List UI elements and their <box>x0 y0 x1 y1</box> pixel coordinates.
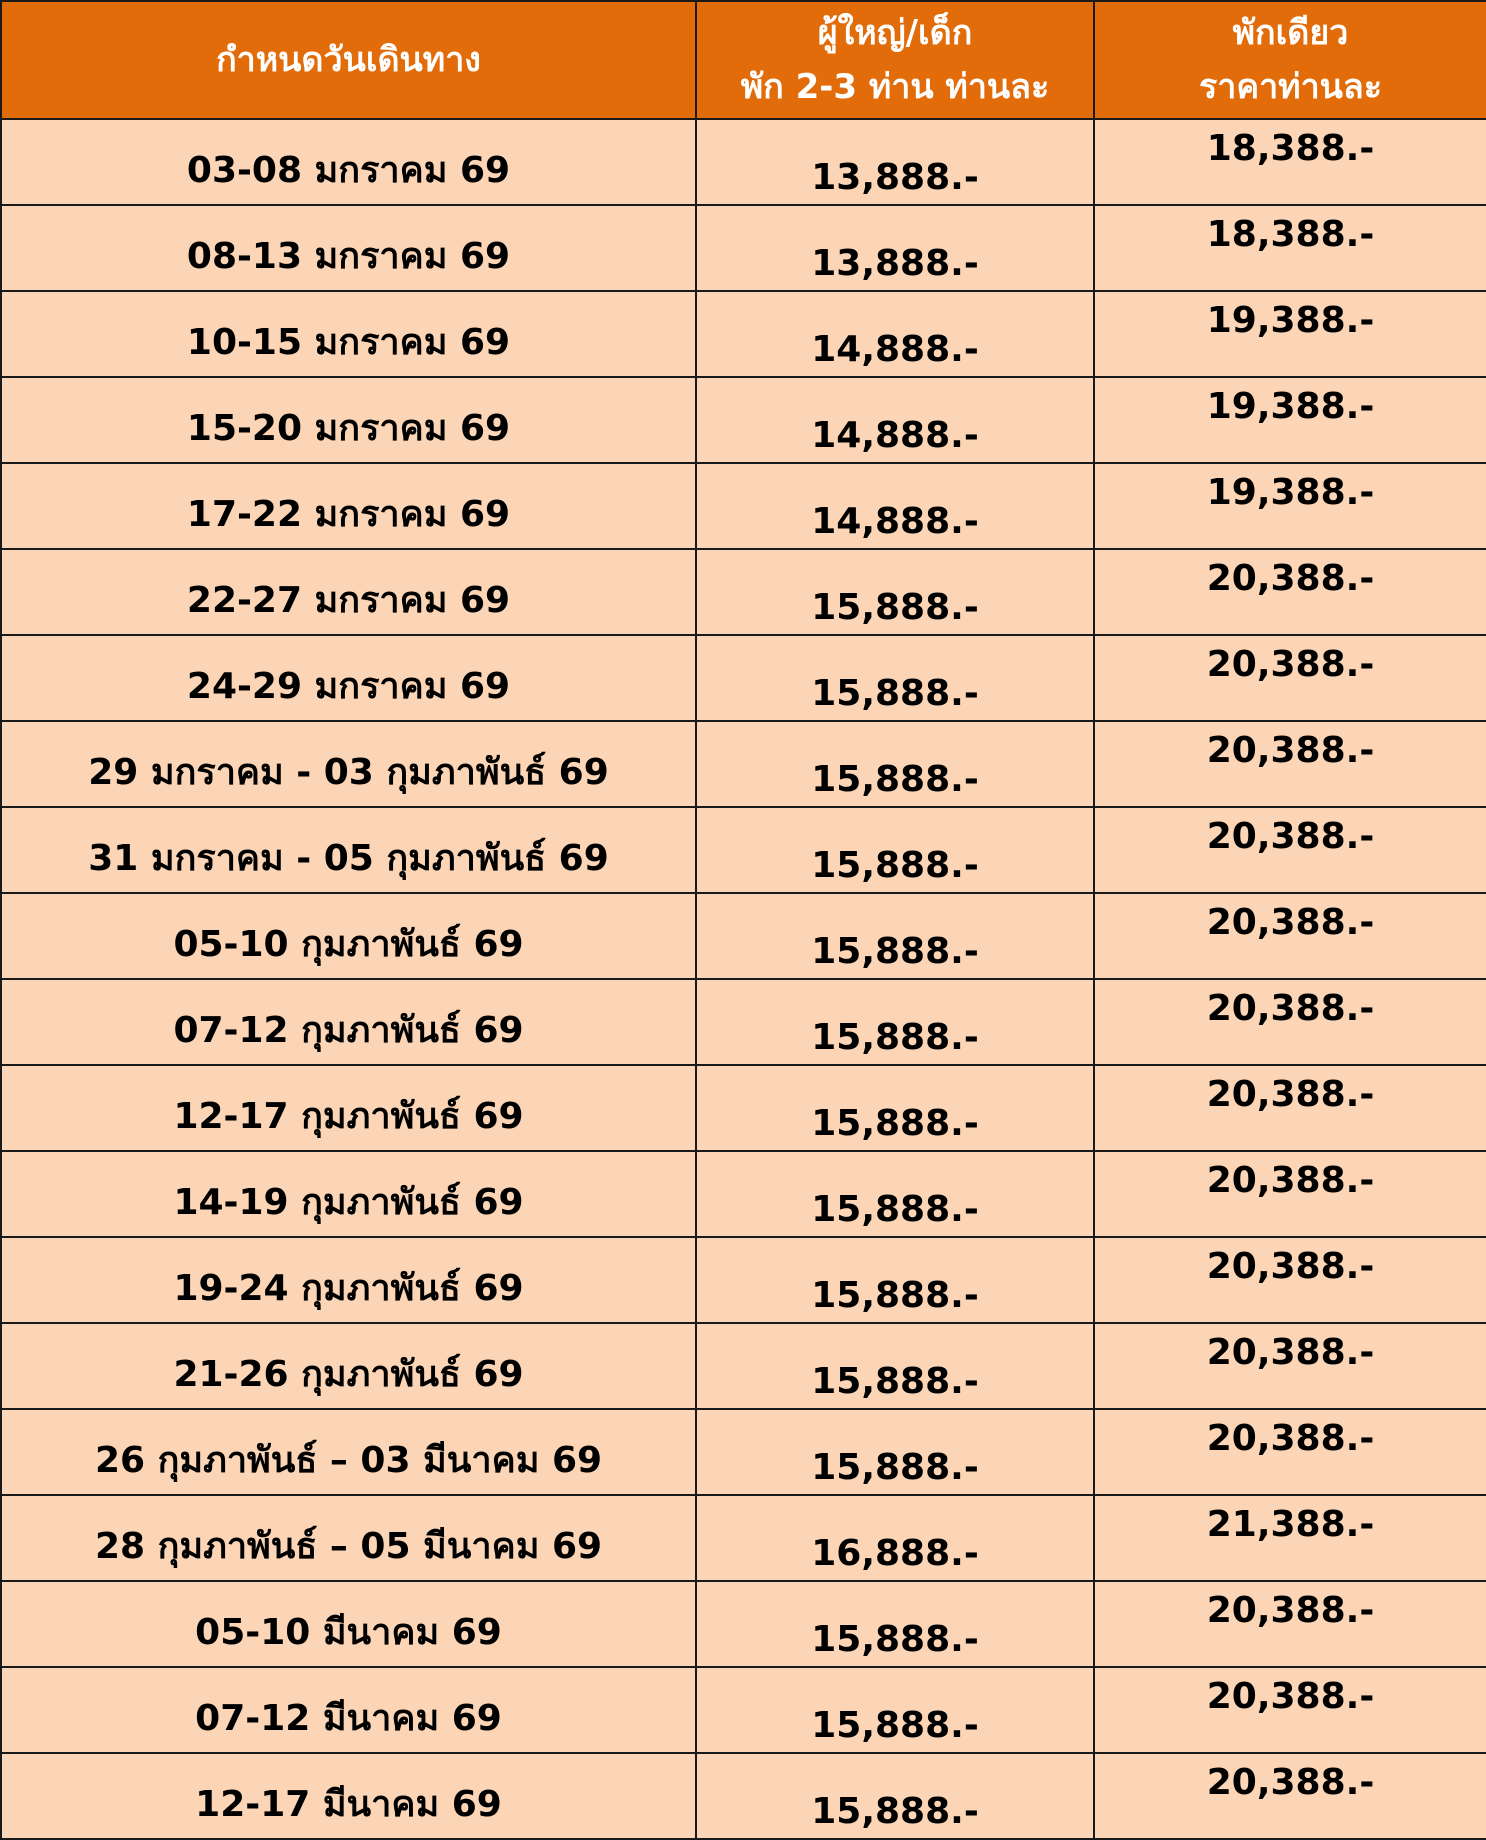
adult-price-cell: 15,888.- <box>696 721 1094 807</box>
single-price-cell: 20,388.- <box>1094 635 1486 721</box>
table-row <box>1 635 1486 721</box>
single-price-cell: 20,388.- <box>1094 1323 1486 1409</box>
single-price-cell: 20,388.- <box>1094 1581 1486 1667</box>
adult-price-cell: 15,888.- <box>696 1237 1094 1323</box>
table-row <box>1 893 1486 979</box>
adult-price-cell: 15,888.- <box>696 1323 1094 1409</box>
travel-date-cell: 17-22 มกราคม 69 <box>1 463 696 549</box>
table-row <box>1 549 1486 635</box>
table-row <box>1 205 1486 291</box>
table-row <box>1 1495 1486 1581</box>
travel-date-cell: 05-10 มีนาคม 69 <box>1 1581 696 1667</box>
adult-price-cell: 15,888.- <box>696 1581 1094 1667</box>
adult-price-cell: 14,888.- <box>696 377 1094 463</box>
adult-price-cell: 15,888.- <box>696 1667 1094 1753</box>
single-price-cell: 20,388.- <box>1094 1667 1486 1753</box>
table-row <box>1 979 1486 1065</box>
single-price-cell: 20,388.- <box>1094 893 1486 979</box>
adult-price-cell: 15,888.- <box>696 635 1094 721</box>
travel-date-cell: 05-10 กุมภาพันธ์ 69 <box>1 893 696 979</box>
table-row <box>1 1065 1486 1151</box>
adult-price-cell: 15,888.- <box>696 1151 1094 1237</box>
table-row <box>1 1581 1486 1667</box>
adult-price-cell: 15,888.- <box>696 807 1094 893</box>
adult-price-cell: 15,888.- <box>696 1409 1094 1495</box>
travel-date-cell: 14-19 กุมภาพันธ์ 69 <box>1 1151 696 1237</box>
travel-date-cell: 24-29 มกราคม 69 <box>1 635 696 721</box>
travel-date-cell: 10-15 มกราคม 69 <box>1 291 696 377</box>
table-row <box>1 1753 1486 1839</box>
travel-date-cell: 26 กุมภาพันธ์ – 03 มีนาคม 69 <box>1 1409 696 1495</box>
single-price-cell: 20,388.- <box>1094 1753 1486 1839</box>
header-adult-child-price: ผู้ใหญ่/เด็ก พัก 2-3 ท่าน ท่านละ <box>696 1 1094 119</box>
table-row <box>1 377 1486 463</box>
single-price-cell: 18,388.- <box>1094 119 1486 205</box>
table-row <box>1 291 1486 377</box>
single-price-cell: 20,388.- <box>1094 1151 1486 1237</box>
travel-date-cell: 07-12 กุมภาพันธ์ 69 <box>1 979 696 1065</box>
single-price-cell: 19,388.- <box>1094 377 1486 463</box>
single-price-cell: 20,388.- <box>1094 1065 1486 1151</box>
single-price-cell: 20,388.- <box>1094 721 1486 807</box>
travel-date-cell: 15-20 มกราคม 69 <box>1 377 696 463</box>
single-price-cell: 20,388.- <box>1094 1409 1486 1495</box>
adult-price-cell: 15,888.- <box>696 979 1094 1065</box>
header-single-room-price: พักเดียว ราคาท่านละ <box>1094 1 1486 119</box>
travel-date-cell: 12-17 กุมภาพันธ์ 69 <box>1 1065 696 1151</box>
travel-date-cell: 07-12 มีนาคม 69 <box>1 1667 696 1753</box>
table-row <box>1 1237 1486 1323</box>
travel-date-cell: 22-27 มกราคม 69 <box>1 549 696 635</box>
single-price-cell: 18,388.- <box>1094 205 1486 291</box>
adult-price-cell: 14,888.- <box>696 291 1094 377</box>
table-row <box>1 1409 1486 1495</box>
travel-date-cell: 08-13 มกราคม 69 <box>1 205 696 291</box>
adult-price-cell: 15,888.- <box>696 1065 1094 1151</box>
single-price-cell: 19,388.- <box>1094 463 1486 549</box>
single-price-cell: 19,388.- <box>1094 291 1486 377</box>
adult-price-cell: 15,888.- <box>696 893 1094 979</box>
table-row <box>1 1667 1486 1753</box>
adult-price-cell: 14,888.- <box>696 463 1094 549</box>
table-row <box>1 721 1486 807</box>
travel-date-cell: 12-17 มีนาคม 69 <box>1 1753 696 1839</box>
single-price-cell: 20,388.- <box>1094 979 1486 1065</box>
travel-date-cell: 28 กุมภาพันธ์ – 05 มีนาคม 69 <box>1 1495 696 1581</box>
adult-price-cell: 15,888.- <box>696 549 1094 635</box>
adult-price-cell: 15,888.- <box>696 1753 1094 1839</box>
table-row <box>1 463 1486 549</box>
travel-date-cell: 29 มกราคม - 03 กุมภาพันธ์ 69 <box>1 721 696 807</box>
table-row <box>1 807 1486 893</box>
travel-date-cell: 19-24 กุมภาพันธ์ 69 <box>1 1237 696 1323</box>
header-travel-dates: กำหนดวันเดินทาง <box>1 1 696 119</box>
single-price-cell: 20,388.- <box>1094 1237 1486 1323</box>
table-row <box>1 1151 1486 1237</box>
travel-date-cell: 21-26 กุมภาพันธ์ 69 <box>1 1323 696 1409</box>
adult-price-cell: 13,888.- <box>696 119 1094 205</box>
single-price-cell: 20,388.- <box>1094 549 1486 635</box>
travel-date-cell: 03-08 มกราคม 69 <box>1 119 696 205</box>
adult-price-cell: 16,888.- <box>696 1495 1094 1581</box>
table-header-row <box>1 1 1486 119</box>
table-row <box>1 119 1486 205</box>
adult-price-cell: 13,888.- <box>696 205 1094 291</box>
single-price-cell: 21,388.- <box>1094 1495 1486 1581</box>
single-price-cell: 20,388.- <box>1094 807 1486 893</box>
table-row <box>1 1323 1486 1409</box>
travel-date-cell: 31 มกราคม - 05 กุมภาพันธ์ 69 <box>1 807 696 893</box>
